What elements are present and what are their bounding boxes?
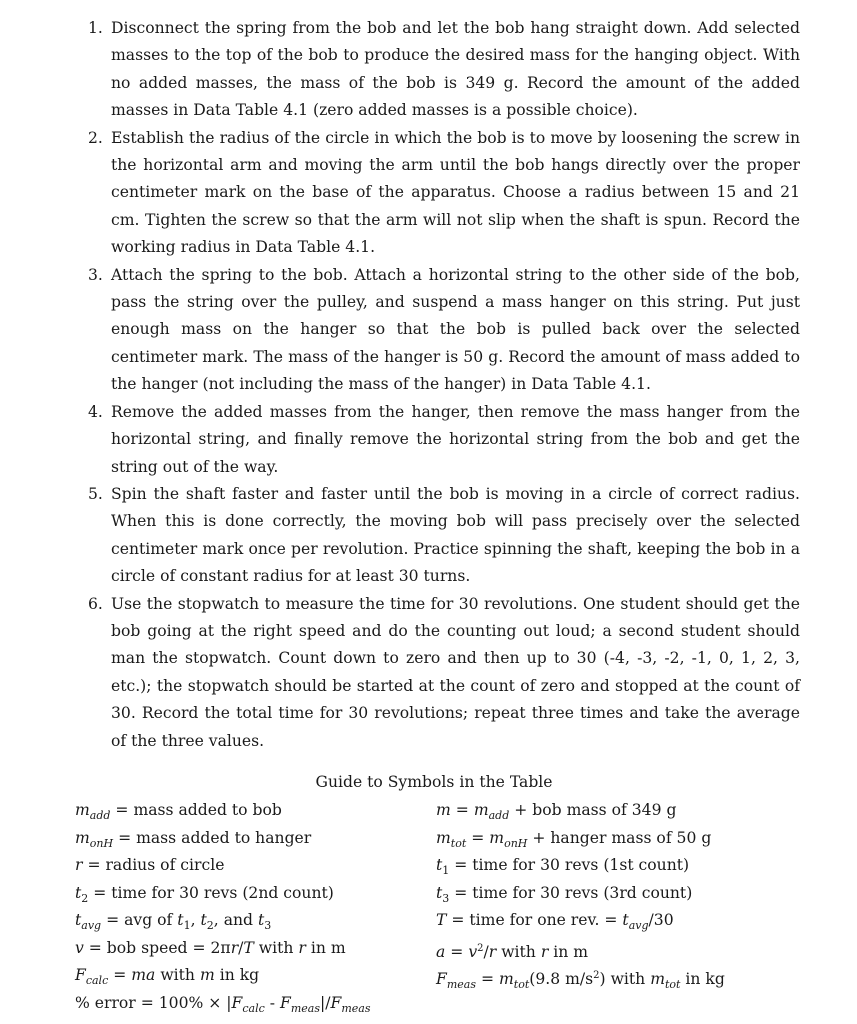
symbol-v: v = bob speed = 2πr/T with r in m	[75, 938, 346, 957]
step-number: 1.	[88, 19, 103, 37]
symbol-t2: $t_2$ = time for 30 revs (2nd count)	[75, 883, 334, 905]
step-5	[80, 481, 800, 591]
step-text: Use the stopwatch to measure the time for 30 revolutions. One student should get the bob going at the right speed and do the counting out loud; a second student should man the stopwatch. Count down to zero and then up to 30 (-4, -3, -2, -1, 0, 1, 2, 3, etc.); the stopwatch should be started at the count of zero and stopped at the count of 30. Record the total time for 30 revolutions; repeat three times and take the average of the three values.	[111, 594, 800, 750]
step-number: 4.	[88, 402, 103, 421]
step-text: Establish the radius of the circle in which the bob is to move by loosening the screw in the horizontal arm and moving the arm until the bob hangs directly over the proper centimeter mark on the base of the apparatus. Choose a radius between 15 and 21 cm. Tighten the screw so that the arm will not slip when the shaft is spun. Record the working radius in Data Table 4.1.	[111, 128, 800, 257]
step-3	[80, 262, 800, 399]
step-number: 5.	[88, 484, 103, 503]
step-number: 2.	[88, 128, 103, 147]
step-6	[80, 591, 800, 755]
symbol-t3: $t_3$ = time for 30 revs (3rd count)	[436, 883, 693, 905]
symbol-mtot: $m_{tot} = m_{onH}$ + hanger mass of 50 g	[436, 828, 712, 850]
symbol-monH: $m_{onH}$ = mass added to hanger	[75, 828, 312, 850]
procedure-steps	[80, 15, 800, 755]
symbol-a: $a = v^2/r$ with r in m	[436, 942, 589, 961]
step-number: 3.	[88, 265, 103, 284]
step-text: Attach the spring to the bob. Attach a horizontal string to the other side of the bob, pass the string over the pulley, and suspend a mass hanger on this string. Put just enough mass on the hanger so that the bob is pulled back over the selected centimeter mark. The mass of the hanger is 50 g. Record the amount of mass added to the hanger (not including the mass of the hanger) in Data Table 4.1.	[111, 265, 800, 394]
symbol-tavg: $t_{avg}$ = avg of $t_1$, $t_2$, and $t_3$	[75, 911, 272, 932]
symbol-Fcalc: $F_{calc}$ = ma with m in kg	[75, 966, 260, 987]
step-text: Disconnect the spring from the bob and let the bob hang straight down. Add selected masses to the top of the bob to produce the desired mass for the hanging object. With no added masses, the mass of the bob is 349 g. Record the amount of the added masses in Data Table 4.1 (zero added masses is a possible choice).	[111, 19, 800, 120]
symbol-r: r = radius of circle	[75, 856, 225, 874]
symbol-madd: $m_{add}$ = mass added to bob	[75, 801, 282, 822]
percent-error-formula: % error = $100\% \times |F_{calc} - F_{meas}|/F_{meas}$	[75, 993, 371, 1015]
step-4	[80, 399, 800, 481]
step-2	[80, 125, 800, 262]
step-number: 6.	[88, 594, 103, 613]
step-1	[80, 15, 800, 125]
step-text: Remove the added masses from the hanger, then remove the mass hanger from the horizontal string, and finally remove the horizontal string from the bob and get the string out of the way.	[111, 402, 800, 476]
symbol-t1: $t_1$ = time for 30 revs (1st count)	[436, 856, 690, 877]
symbol-m: $m = m_{add}$ + bob mass of 349 g	[436, 801, 677, 822]
symbol-Fmeas: $F_{meas} = m_{tot}(9.8$ $m/s^2$) with $m_{tot}$ in kg	[436, 970, 725, 991]
guide-title: Guide to Symbols in the Table	[315, 773, 553, 791]
step-text: Spin the shaft faster and faster until the bob is moving in a circle of correct radius. When this is done correctly, the moving bob will pass precisely over the selected centimeter mark once per revolution. Practice spinning the shaft, keeping the bob in a circle of constant radius for at least 30 turns.	[111, 484, 800, 586]
symbol-T: T = time for one rev. = $t_{avg}/30$	[436, 911, 674, 932]
